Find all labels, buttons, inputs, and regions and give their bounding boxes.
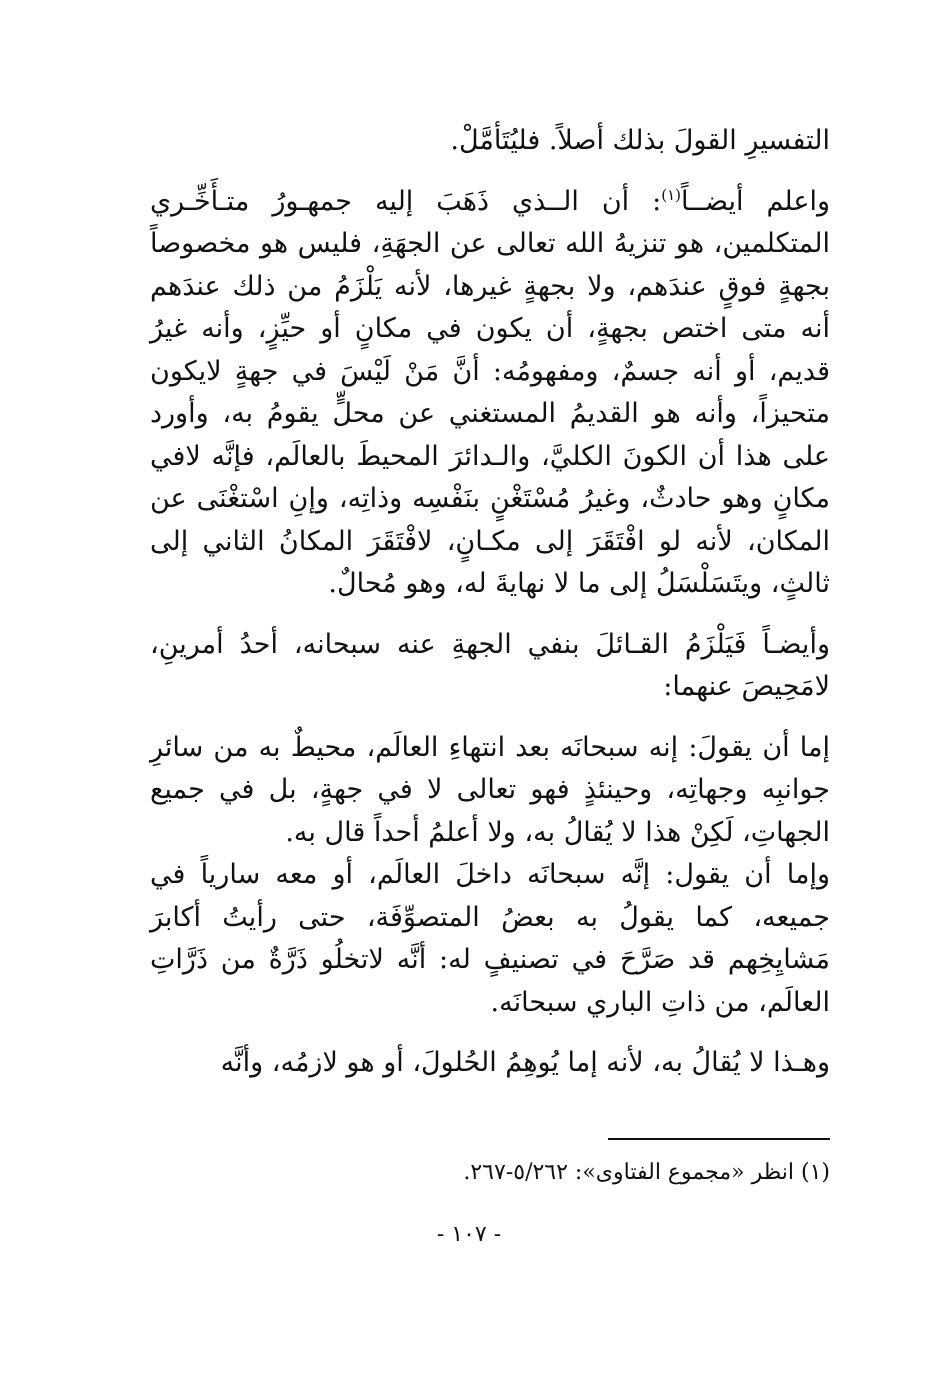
paragraph-1: التفسيرِ القولَ بذلك أصلاً. فليُتَأمَّلْ. <box>450 125 830 156</box>
paragraph-5: وإما أن يقول: إنَّه سبحانَه داخلَ العالَم، أو معه سارياً في جميعه، كما يقولُ به بعضُ المتصوِّفَة، حتى رأيتُ أكابرَ مَشايِخِهم قد صَرَّحَ في تصنيفٍ له: أنَّه لاتخلُو ذَرَّةٌ من ذَرَّاتِ العالَم، من ذاتِ الباري سبحانَه. <box>150 859 830 1018</box>
footnote-separator <box>608 1138 830 1140</box>
footnote-reference: (١) <box>661 185 681 204</box>
paragraph-6: وهـذا لا يُقالُ به، لأنه إما يُوهِمُ الحُلولَ، أو هو لازمُه، وأنَّه <box>220 1047 830 1078</box>
page-number: - ١٠٧ - <box>436 1222 502 1247</box>
paragraph-3: وأيضـاً فَيَلْزَمُ القـائلَ بنفي الجهةِ عنه سبحانه، أحدُ أمرينِ، لامَحِيصَ عنهما: <box>150 628 830 702</box>
page-body <box>150 120 830 1085</box>
paragraph-2: واعلم أيضــاً$^{(١)}$: أن الــذي ذَهَبَ إليه جمهـورُ متـأَخِّـري المتكلمين، هو تنزيهُ الله تعالى عن الجهَةِ، فليس هو مخصوصاً بجهةٍ فوقٍ عندَهم، ولا بجهةٍ غيرها، لأنه يَلْزَمُ من ذلك عندَهم أنه متى اختص بجهةٍ، أن يكون في مكانٍ أو حيِّزٍ، وأنه غيرُ قديم، أو أنه جسمٌ، ومفهومُه: أنَّ مَنْ لَيْسَ في جهةٍ لايكون متحيزاً، وأنه هو القديمُ المستغني عن محلٍّ يقومُ به، وأورد على هذا أن الكونَ الكليَّ، والـدائرَ المحيطَ بالعالَم، فإنَّه لافي مكانٍ وهو حادثٌ، وغيرُ مُسْتَغْنٍ بنَفْسِه وذاتِه، وإنِ اسْتغْنَى عن المكان، لأنه لو افْتَقَرَ إلى مكـانٍ، لافْتَقَرَ المكانُ الثاني إلى ثالثٍ، ويتَسَلْسَلُ إلى ما لا نهايةَ له، وهو مُحالٌ. <box>150 185 830 599</box>
paragraph-4: إما أن يقولَ: إنه سبحانَه بعد انتهاءِ العالَم، محيطٌ به من سائرِ جوانبِه وجهاتِه، وحينئذٍ فهو تعالى لا في جهةٍ، بل في جميع الجهاتِ، لَكِنْ هذا لا يُقالُ به، ولا أعلمُ أحداً قال به. <box>150 731 830 848</box>
footnote: (١) انظر «مجموع الفتاوى»: ٥/٢٦٢-٢٦٧. <box>463 1160 830 1185</box>
